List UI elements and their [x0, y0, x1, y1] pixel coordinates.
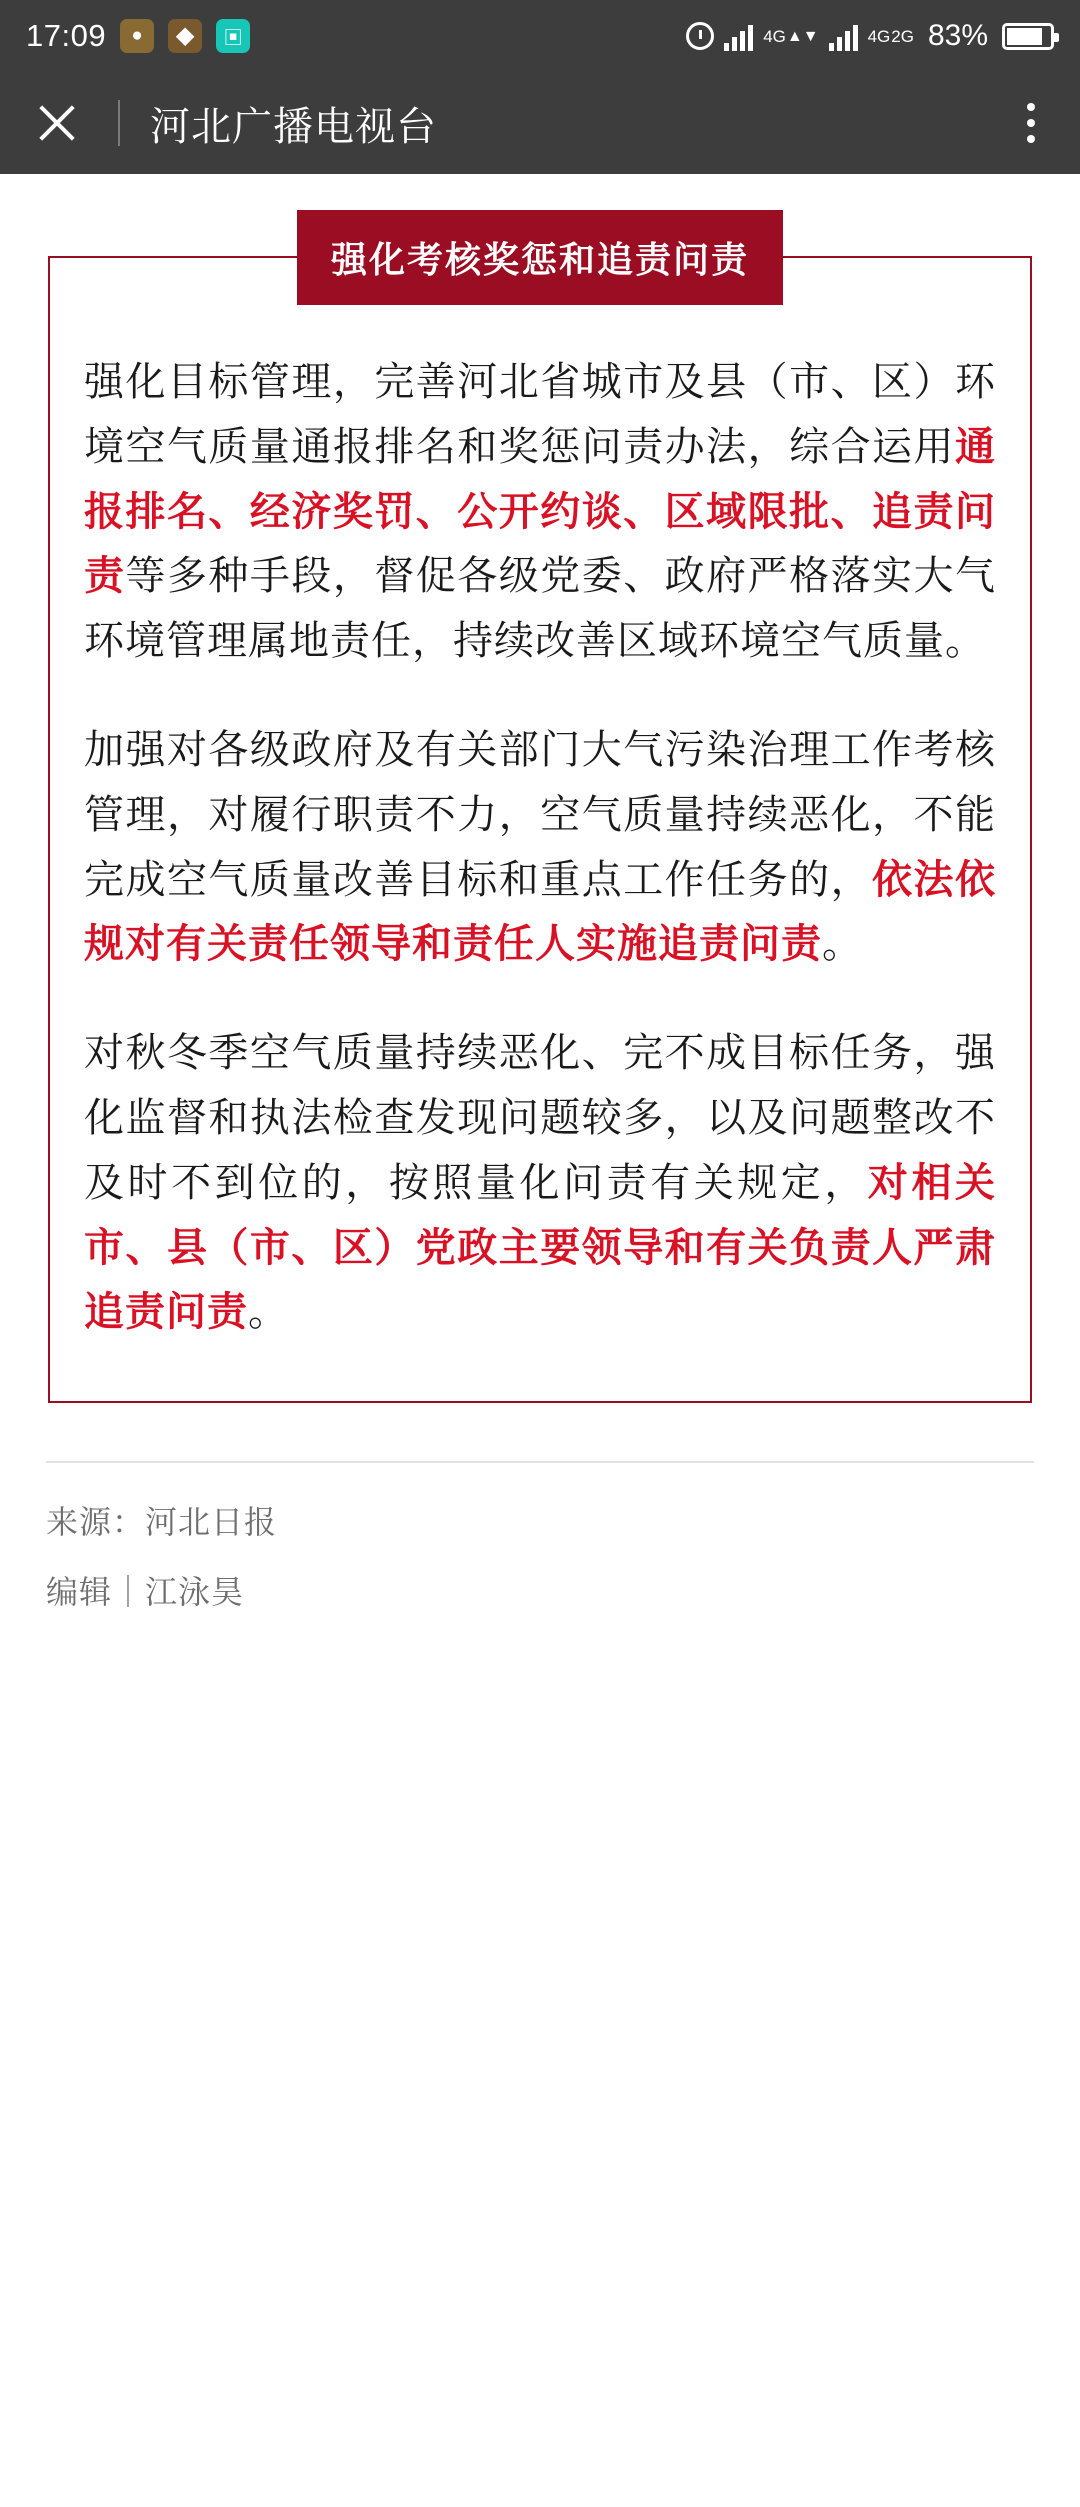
- screenshot-icon: ▣: [216, 19, 250, 53]
- rec-icon: ●: [120, 19, 154, 53]
- network-indicator-1: [763, 28, 818, 45]
- network-label-2g: 2G: [891, 26, 914, 46]
- page-title: 河北广播电视台: [150, 104, 437, 149]
- body-text: 。: [248, 1290, 289, 1335]
- shield-icon: ◆: [168, 19, 202, 53]
- title-divider: [118, 100, 120, 146]
- body-text: 加强对各级政府及有关部门大气污染治理工作考核管理，对履行职责不力，空气质量持续恶化，不能完成空气质量改善目标和重点工作任务的，: [84, 727, 996, 902]
- article-footer: [46, 1461, 1034, 1613]
- network-label-4g-2: 4G: [867, 26, 891, 46]
- status-bar-right: [686, 19, 1054, 53]
- highlighted-text: 通报排名、经济奖罚、公开约谈、区域限批、追责问责: [84, 424, 996, 599]
- app-title-bar: [0, 72, 1080, 174]
- body-text: 对秋冬季空气质量持续恶化、完不成目标任务，强化监督和执法检查发现问题较多，以及问题整改不及时不到位的，按照量化问责有关规定，: [84, 1031, 996, 1205]
- signal-bars-icon-2: [829, 21, 858, 51]
- alarm-icon: [686, 22, 714, 50]
- editor-line: 编辑｜江泳昊: [46, 1574, 245, 1611]
- close-icon[interactable]: [30, 96, 84, 150]
- more-options-icon[interactable]: [1026, 103, 1036, 143]
- body-text: 。: [822, 922, 863, 967]
- paragraph: [84, 718, 996, 977]
- card-body: [48, 256, 1032, 1403]
- body-text: 等多种手段，督促各级党委、政府严格落实大气环境管理属地责任，持续改善区域环境空气质量。: [84, 554, 997, 664]
- battery-percent: 83%: [927, 19, 988, 52]
- signal-bars-icon: [724, 21, 753, 51]
- body-text: 强化目标管理，完善河北省城市及县（市、区）环境空气质量通报排名和奖惩问责办法，综合运用: [84, 360, 996, 469]
- battery-icon: [1002, 23, 1054, 50]
- paragraph: [84, 350, 996, 674]
- status-clock: 17:09: [26, 18, 107, 53]
- article-content: [0, 239, 1080, 1613]
- status-bar-left: [26, 18, 250, 54]
- highlighted-text: 依法依规对有关责任领导和责任人实施追责问责: [84, 857, 996, 967]
- paragraph: [84, 1021, 996, 1345]
- status-bar: [0, 0, 1080, 72]
- source-line: 来源：河北日报: [46, 1504, 278, 1541]
- card-banner-title: 强化考核奖惩和追责问责: [297, 210, 783, 305]
- highlighted-text: 对相关市、县（市、区）党政主要领导和有关负责人严肃追责问责: [84, 1160, 997, 1335]
- data-transfer-icon: ▲▼: [786, 27, 819, 45]
- highlight-card: [48, 239, 1032, 1403]
- network-indicator-2: [868, 28, 912, 45]
- network-label-4g: 4G: [763, 26, 786, 46]
